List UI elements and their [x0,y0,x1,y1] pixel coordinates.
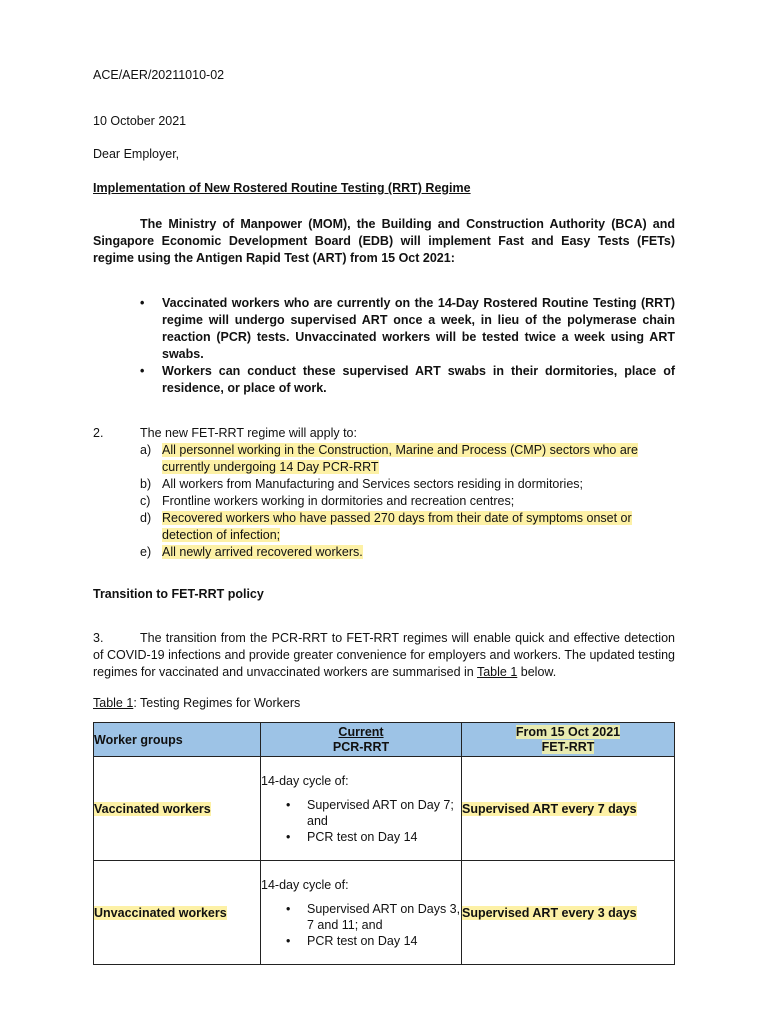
section-3-text-end: below. [517,665,557,679]
intro-paragraph: The Ministry of Manpower (MOM), the Building and Construction Authority (BCA) and Singapore Economic Development Board (EDB) will implement Fast and Easy Tests (FETs) regime using the Antigen Rapid Test (ART) from 15 Oct 2021: [93,217,675,265]
header-current-line1: Current [338,724,384,739]
list-marker: b) [140,477,152,491]
new-regime: Supervised ART every 7 days [462,801,637,816]
transition-heading: Transition to FET-RRT policy [93,587,264,601]
header-new-line2: FET-RRT [541,739,595,754]
bullet-item: • Workers can conduct these supervised ART swabs in their dormitories, place of residence, or place of work. [135,363,675,397]
cycle-intro: 14-day cycle of: [261,877,349,892]
table-header-row [94,723,675,757]
list-marker: e) [140,545,152,559]
cycle-item: • PCR test on Day 14 [261,933,461,949]
cycle-list [261,901,461,949]
section-2-number: 2. [93,426,104,440]
cycle-list [261,797,461,845]
testing-regimes-table [93,722,675,965]
bullet-item: • Vaccinated workers who are currently on the 14-Day Rostered Routine Testing (RRT) regime will undergo supervised ART once a week, in lieu of the polymerase chain reaction (PCR) tests. Unvaccinated workers will be tested twice a week using ART swabs. [135,295,675,363]
header-current [261,723,462,757]
worker-group: Unvaccinated workers [94,905,227,920]
cycle-item: • Supervised ART on Day 7; and [261,797,461,829]
current-regime-cell [261,861,462,965]
list-item [140,442,680,476]
list-marker: d) [140,511,152,525]
list-item [140,510,680,544]
salutation: Dear Employer, [93,147,180,161]
header-new [462,723,675,757]
cycle-item: • PCR test on Day 14 [261,829,461,845]
section-3-paragraph [93,630,675,681]
list-item-text: All newly arrived recovered workers. [162,545,363,559]
table-caption-label: Table 1 [93,696,134,710]
new-regime-cell [462,757,675,861]
subject-heading: Implementation of New Rostered Routine Testing (RRT) Regime [93,181,471,195]
header-current-line2: PCR-RRT [332,739,390,754]
table-caption [93,696,300,710]
header-new-line1: From 15 Oct 2021 [515,724,621,739]
new-regime-cell [462,861,675,965]
letter-date: 10 October 2021 [93,114,187,128]
current-regime-cell [261,757,462,861]
worker-group-cell [94,861,261,965]
new-regime: Supervised ART every 3 days [462,905,637,920]
table-caption-title: : Testing Regimes for Workers [133,696,301,710]
section-3-number: 3. [93,631,104,645]
worker-group: Vaccinated workers [94,801,211,816]
applicability-list [140,442,680,561]
list-item-text: All personnel working in the Construction, Marine and Process (CMP) sectors who are currently undergoing 14 Day PCR-RRT [162,443,638,474]
intro-bullet-list [135,295,675,397]
list-item [140,493,680,510]
list-item [140,476,680,493]
section-3-text: The transition from the PCR-RRT to FET-RRT regimes will enable quick and effective detection of COVID-19 infections and provide greater convenience for employers and workers. The updated testing regimes for vaccinated and unvaccinated workers are summarised in [93,631,675,679]
cycle-intro: 14-day cycle of: [261,773,349,788]
cycle-item: • Supervised ART on Days 3, 7 and 11; and [261,901,461,933]
table-row [94,757,675,861]
table-1-reference: Table 1 [476,665,518,679]
list-item [140,544,680,561]
list-marker: c) [140,494,151,508]
worker-group-cell [94,757,261,861]
list-marker: a) [140,443,152,457]
table-row [94,861,675,965]
header-worker-groups: Worker groups [94,723,261,757]
list-item-text: All workers from Manufacturing and Services sectors residing in dormitories; [162,477,583,491]
section-2-lead: The new FET-RRT regime will apply to: [140,426,357,440]
list-item-text: Frontline workers working in dormitories and recreation centres; [162,494,515,508]
reference-number: ACE/AER/20211010-02 [93,68,225,82]
list-item-text: Recovered workers who have passed 270 days from their date of symptoms onset or detection of infection; [162,511,632,542]
